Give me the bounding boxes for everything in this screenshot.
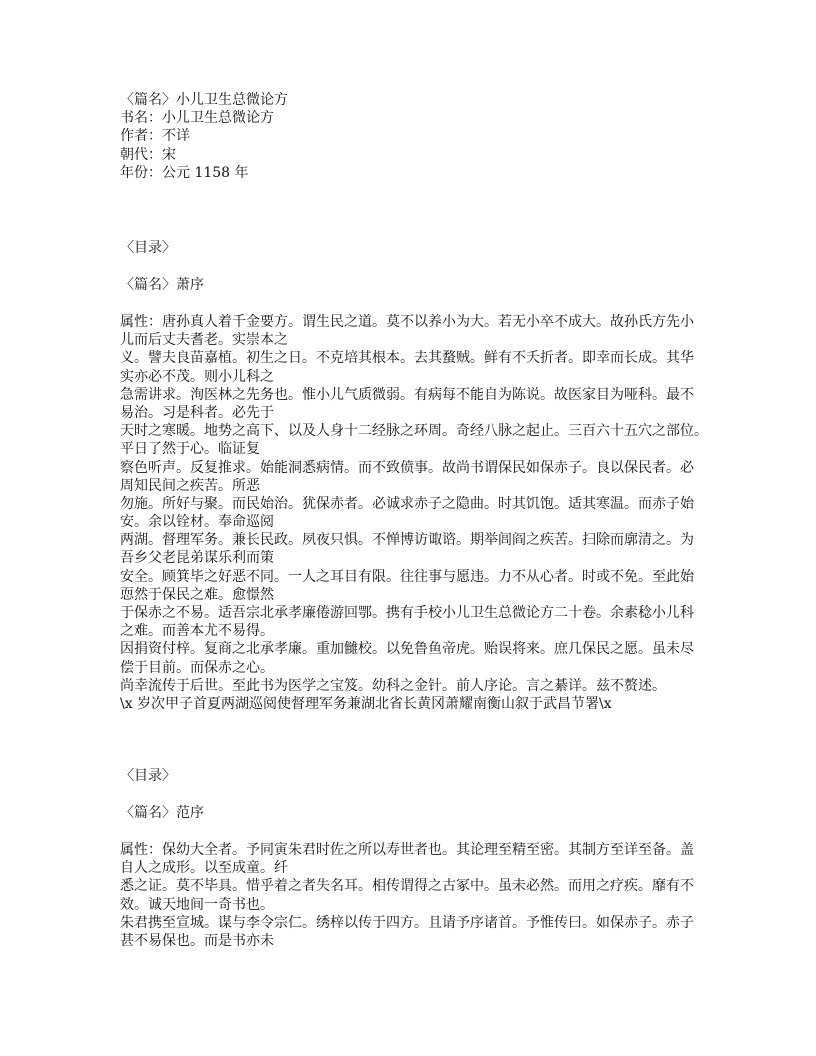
text-line: 平日了然于心。临证复	[120, 441, 260, 458]
section-title	[120, 804, 710, 822]
text-line: 朱君携至宣城。谋与李令宗仁。绣梓以传于四方。且请予序诸首。予惟传曰。如保赤子。赤子	[120, 914, 694, 931]
text-line: 义。譬夫良苗嘉植。初生之日。不克培其根本。去其蝥贼。鲜有不夭折者。即幸而长成。其华	[120, 350, 694, 367]
text-line: 安。余以铨材。奉命巡阅	[120, 514, 274, 531]
text-line: 尚幸流传于后世。至此书为医学之宝笈。幼科之金针。前人序论。言之綦详。兹不赘述。	[120, 677, 666, 694]
text-line: \x 岁次甲子首夏两湖巡阅使督理军务兼湖北省长黄冈萧耀南衡山叙于武昌节署\x	[120, 695, 612, 712]
book-header	[120, 91, 710, 182]
chapter-title: 〈篇名〉小儿卫生总微论方	[120, 92, 288, 108]
text-line: 勿施。所好与聚。而民始治。犹保赤者。必诚求赤子之隐曲。时其饥饱。适其寒温。而赤子始	[120, 495, 694, 512]
text-line: 效。诚天地间一奇书也。	[120, 896, 274, 913]
toc-label	[120, 239, 710, 257]
text-line: 吾乡父老昆弟谋乐利而策	[120, 550, 274, 567]
text-line: 自人之成形。以至成童。纤	[120, 860, 288, 877]
text-line: 悉之证。莫不毕具。惜乎着之者失名耳。相传谓得之古冢中。虽未必然。而用之疗疾。靡有不	[120, 878, 694, 895]
text-line: 易治。习是科者。必先于	[120, 404, 274, 421]
text-line: 察色听声。反复推求。始能洞悉病情。而不致偾事。故尚书谓保民如保赤子。良以保民者。必	[120, 459, 694, 476]
text-line: 实亦必不茂。则小儿科之	[120, 368, 274, 385]
text-line: 偿于目前。而保赤之心。	[120, 659, 274, 676]
toc-text: 〈目录〉	[120, 768, 176, 784]
section-title-text: 〈篇名〉范序	[120, 805, 204, 821]
dynasty: 朝代：宋	[120, 146, 176, 163]
section-title-text: 〈篇名〉萧序	[120, 277, 204, 293]
text-line: 急需讲求。洵医林之先务也。惟小儿气质微弱。有病每不能自为陈说。故医家目为哑科。最不	[120, 386, 694, 403]
text-line: 因捐资付梓。复商之北承孝廉。重加雠校。以免鲁鱼帝虎。贻误将来。庶几保民之愿。虽未尽	[120, 641, 694, 658]
toc-label	[120, 767, 710, 785]
text-line: 安全。顾箕毕之好恶不同。一人之耳目有限。往往事与愿违。力不从心者。时或不免。至此始	[120, 568, 694, 585]
text-line: 于保赤之不易。适吾宗北承孝廉倦游回鄂。携有手校小儿卫生总微论方二十卷。余素稔小儿科	[120, 605, 694, 621]
text-line: 恧然于保民之难。愈憬然	[120, 586, 274, 603]
preface-fan-body	[120, 841, 710, 950]
text-line: 属性：保幼大全者。予同寅朱君时佐之所以寿世者也。其论理至精至密。其制方至详至备。盖	[120, 842, 694, 858]
section-title	[120, 276, 710, 294]
text-line: 属性：唐孙真人着千金要方。谓生民之道。莫不以养小为大。若无小卒不成大。故孙氏方先小	[120, 314, 694, 330]
text-line: 周知民间之疾苦。所恶	[120, 477, 260, 494]
text-line: 儿而后丈夫耆老。实崇本之	[120, 332, 288, 349]
author: 作者：不详	[120, 128, 190, 145]
text-line: 之难。而善本尤不易得。	[120, 623, 274, 640]
text-line: 天时之寒暖。地势之高下、以及人身十二经脉之环周。奇经八脉之起止。三百六十五穴之部位。	[120, 423, 708, 440]
book-name: 书名：小儿卫生总微论方	[120, 110, 274, 127]
text-line: 两湖。督理军务。兼长民政。夙夜只惧。不惮博访诹谘。期举闾阎之疾苦。扫除而廓清之。为	[120, 532, 694, 549]
preface-xiao-body	[120, 313, 710, 713]
text-line: 甚不易保也。而是书亦未	[120, 932, 274, 949]
year: 年份：公元 1158 年	[120, 164, 249, 181]
toc-text: 〈目录〉	[120, 240, 176, 256]
